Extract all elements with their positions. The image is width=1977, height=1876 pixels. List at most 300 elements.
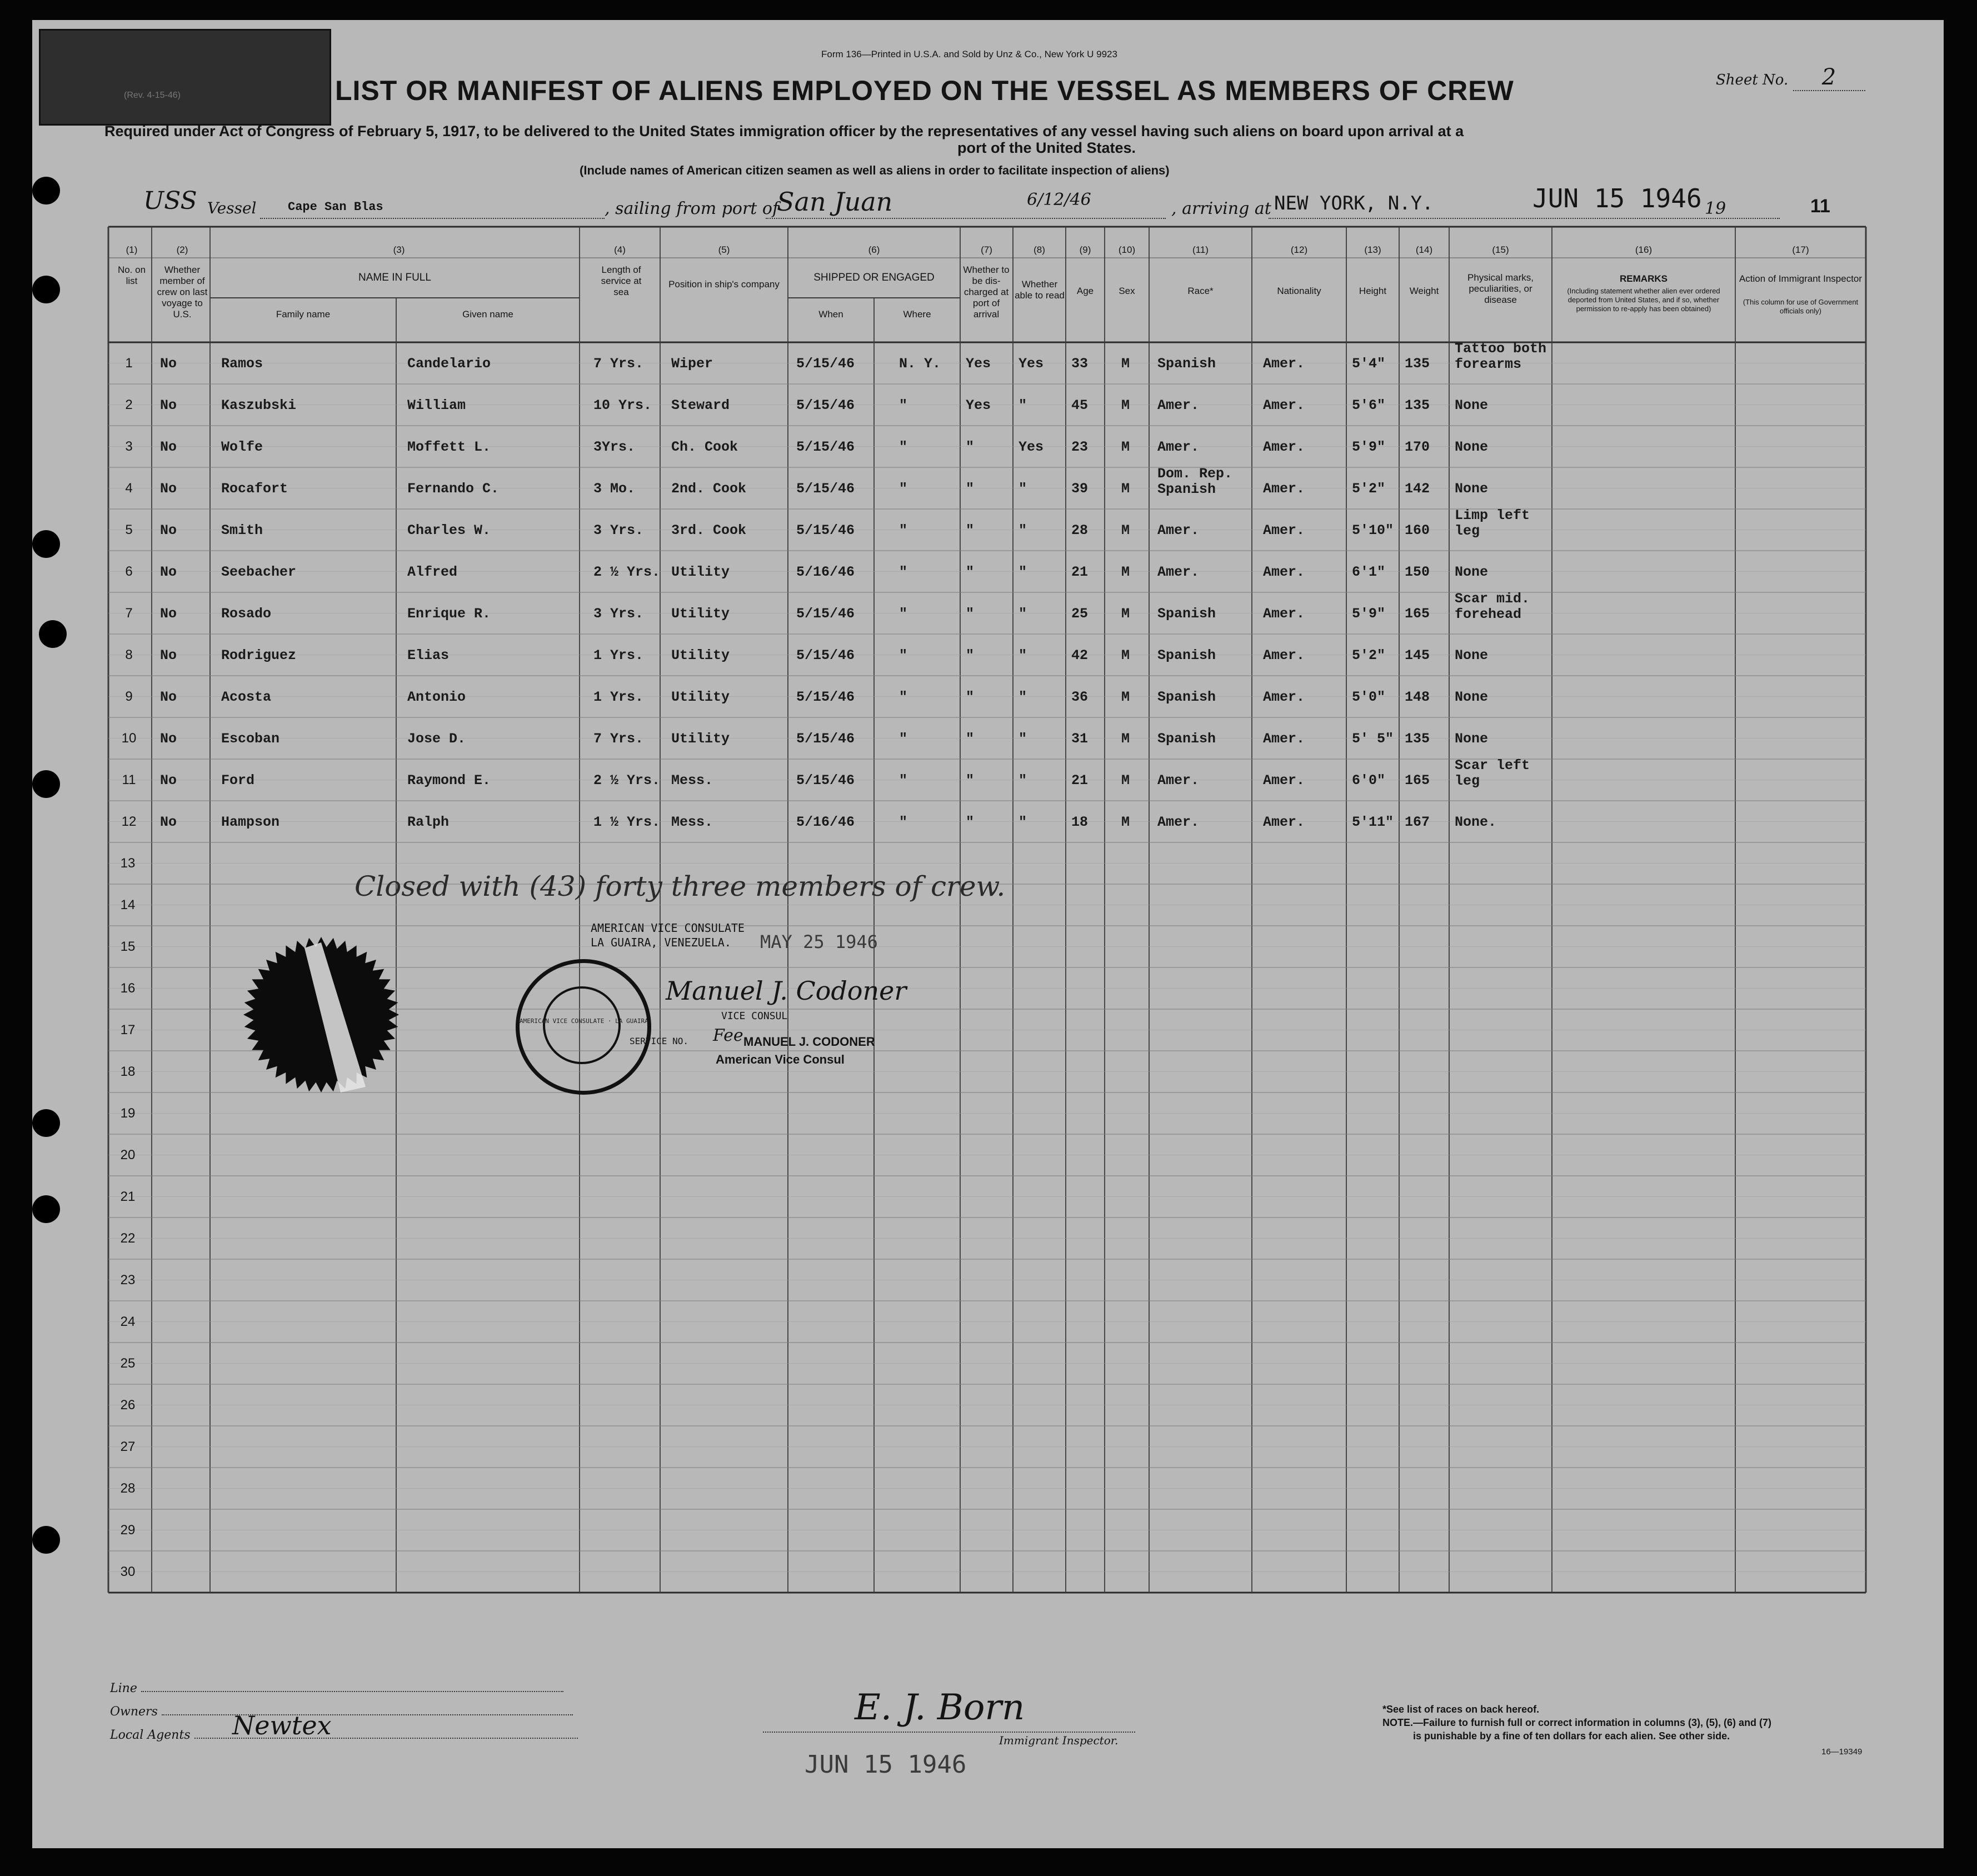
cell-read: " (1019, 564, 1027, 580)
cell-weight: 160 (1405, 522, 1430, 538)
header-family-name: Family name (276, 309, 331, 320)
cell-position: Mess. (671, 814, 713, 830)
cell-age: 36 (1071, 689, 1089, 705)
empty-row-number: 15 (120, 939, 136, 954)
cell-given: Enrique R. (407, 606, 491, 622)
cell-weight: 148 (1405, 689, 1430, 705)
cell-when: 5/15/46 (796, 731, 855, 747)
cell-family: Ramos (221, 356, 263, 372)
cell-crew: No (160, 647, 177, 663)
header-no-on-list: No. on list (117, 265, 146, 286)
cell-discharged: " (966, 689, 975, 705)
table-grid (32, 20, 1944, 1631)
cell-discharged: Yes (966, 397, 991, 413)
cell-crew: No (160, 522, 177, 538)
header-given-name: Given name (462, 309, 513, 320)
cell-race: Amer. (1157, 522, 1200, 538)
cell-discharged: " (966, 564, 975, 580)
include-line: (Include names of American citizen seamen as well as aliens in order to facilitate inspection of aliens) (580, 163, 1170, 177)
cell-n: 3 (125, 439, 133, 454)
cell-sex: M (1121, 564, 1130, 580)
header-nationality: Nationality (1277, 286, 1321, 296)
header-shipped-engaged: SHIPPED OR ENGAGED (813, 272, 935, 283)
header-physical-marks: Physical marks, peculiarities, or disease (1467, 272, 1534, 305)
cell-marks: None (1455, 397, 1489, 413)
header-weight: Weight (1409, 286, 1439, 296)
header-position: Position in ship's company (668, 279, 780, 290)
cell-weight: 135 (1405, 397, 1430, 413)
colnum-12: (12) (1290, 245, 1308, 255)
cell-discharged: " (966, 606, 975, 622)
cell-given: Candelario (407, 356, 491, 372)
colnum-6: (6) (868, 245, 880, 255)
consulate-circle-seal (516, 959, 651, 1095)
empty-row-number: 16 (120, 981, 136, 996)
page-code: 11 (1810, 196, 1830, 217)
cell-race: Amer. (1157, 397, 1200, 413)
vessel-name: Cape San Blas (288, 200, 383, 214)
cell-height: 5'9" (1352, 606, 1386, 622)
colnum-14: (14) (1415, 245, 1433, 255)
cell-marks: None (1455, 647, 1489, 663)
cell-family: Acosta (221, 689, 272, 705)
cell-race: Amer. (1157, 564, 1200, 580)
empty-row-number: 24 (120, 1314, 136, 1329)
empty-row-number: 25 (120, 1356, 136, 1371)
cell-family: Rodriguez (221, 647, 297, 663)
header-length-of-service: Length of service at sea (601, 265, 642, 297)
cell-race: Amer. (1157, 439, 1200, 455)
cell-given: Alfred (407, 564, 458, 580)
cell-discharged: " (966, 731, 975, 747)
cell-race: Amer. (1157, 772, 1200, 789)
header-race: Race* (1187, 286, 1214, 296)
colnum-4: (4) (614, 245, 626, 255)
cell-discharged: " (966, 772, 975, 789)
cell-position: Steward (671, 397, 730, 413)
colnum-15: (15) (1492, 245, 1509, 255)
manifest-title: LIST OR MANIFEST OF ALIENS EMPLOYED ON THE VESSEL AS MEMBERS OF CREW (335, 75, 1514, 106)
cell-n: 11 (122, 772, 136, 787)
note-line-1-text: —Failure to furnish full or correct information in columns (3), (5), (6) and (7) (1413, 1717, 1772, 1728)
cell-n: 1 (125, 356, 133, 371)
cell-family: Rosado (221, 606, 272, 622)
empty-row-number: 14 (120, 897, 136, 912)
cell-when: 5/15/46 (796, 522, 855, 538)
corner-rev-label: (Rev. 4-15-46) (124, 91, 181, 100)
cell-nationality: Amer. (1263, 647, 1305, 663)
cell-crew: No (160, 731, 177, 747)
cell-service: 7 Yrs. (593, 731, 644, 747)
vice-consul-title: VICE CONSUL (721, 1010, 788, 1022)
cell-weight: 165 (1405, 772, 1430, 789)
cell-nationality: Amer. (1263, 814, 1305, 830)
cell-read: Yes (1019, 439, 1044, 455)
cell-weight: 165 (1405, 606, 1430, 622)
consul-role: American Vice Consul (716, 1052, 845, 1066)
cell-height: 5'2" (1352, 647, 1386, 663)
cell-crew: No (160, 356, 177, 372)
cell-age: 25 (1071, 606, 1089, 622)
cell-position: Utility (671, 647, 730, 663)
cell-n: 7 (125, 606, 133, 621)
cell-discharged: " (966, 522, 975, 538)
colnum-2: (2) (176, 245, 188, 255)
header-inspector-sub: (This column for use of Government officials only) (1743, 298, 1859, 315)
cell-when: 5/15/46 (796, 606, 855, 622)
cell-sex: M (1121, 522, 1130, 538)
cell-service: 2 ½ Yrs. (593, 564, 661, 580)
cell-discharged: " (966, 439, 975, 455)
header-name-in-full: NAME IN FULL (358, 272, 431, 283)
sailing-port: San Juan (777, 187, 893, 217)
cell-marks: None (1455, 689, 1489, 705)
colnum-9: (9) (1079, 245, 1091, 255)
cell-sex: M (1121, 356, 1130, 372)
header-last-voyage: Whether member of crew on last voyage to U.S. (157, 265, 208, 320)
header-sex: Sex (1119, 286, 1135, 296)
cell-sex: M (1121, 731, 1130, 747)
cell-given: William (407, 397, 466, 413)
cell-crew: No (160, 481, 177, 497)
footer-date-stamp: JUN 15 1946 (805, 1750, 967, 1779)
cell-age: 28 (1071, 522, 1089, 538)
cell-age: 39 (1071, 481, 1089, 497)
cell-age: 45 (1071, 397, 1089, 413)
cell-given: Elias (407, 647, 450, 663)
cell-marks: None. (1455, 814, 1497, 830)
required-line-1: Required under Act of Congress of February 5, 1917, to be delivered to the United States immigration officer by the representatives of any vessel having such aliens on board upon arrival at a (104, 123, 1464, 139)
arriving-port: NEW YORK, N.Y. (1274, 192, 1434, 214)
sailing-date: 6/12/46 (1027, 190, 1091, 209)
cell-marks: None (1455, 439, 1489, 455)
cell-weight: 135 (1405, 356, 1430, 372)
cell-where: " (899, 606, 908, 622)
line-underline (141, 1691, 563, 1692)
cell-weight: 135 (1405, 731, 1430, 747)
cell-discharged: " (966, 481, 975, 497)
consulate-line-1: AMERICAN VICE CONSULATE (591, 921, 745, 935)
cell-position: Utility (671, 731, 730, 747)
colnum-10: (10) (1118, 245, 1136, 255)
inspector-label: Immigrant Inspector. (999, 1734, 1119, 1747)
cell-read: " (1019, 522, 1027, 538)
cell-age: 23 (1071, 439, 1089, 455)
cell-read: " (1019, 606, 1027, 622)
cell-family: Smith (221, 522, 263, 538)
cell-race: Spanish (1157, 689, 1216, 705)
header-inspector-action: Action of Immigrant Inspector (1739, 273, 1863, 284)
consul-name: MANUEL J. CODONER (743, 1035, 875, 1049)
cell-family: Hampson (221, 814, 280, 830)
header-age: Age (1076, 286, 1094, 296)
cell-sex: M (1121, 772, 1130, 789)
cell-service: 10 Yrs. (593, 397, 652, 413)
races-note: *See list of races on back hereof. (1382, 1704, 1540, 1715)
note-label: NOTE. (1382, 1717, 1414, 1728)
cell-position: Mess. (671, 772, 713, 789)
cell-nationality: Amer. (1263, 689, 1305, 705)
header-remarks: REMARKS (1620, 273, 1668, 284)
cell-given: Charles W. (407, 522, 491, 538)
cell-weight: 142 (1405, 481, 1430, 497)
cell-when: 5/16/46 (796, 814, 855, 830)
owners-label-text: Owners (110, 1705, 158, 1719)
cell-marks: Scar left leg (1455, 757, 1530, 789)
cell-where: " (899, 731, 908, 747)
cell-when: 5/15/46 (796, 689, 855, 705)
cell-read: " (1019, 481, 1027, 497)
cell-position: 3rd. Cook (671, 522, 747, 538)
cell-when: 5/15/46 (796, 481, 855, 497)
empty-row-number: 23 (120, 1273, 136, 1288)
cell-nationality: Amer. (1263, 772, 1305, 789)
cell-service: 1 Yrs. (593, 689, 644, 705)
cell-position: Utility (671, 606, 730, 622)
agents-label-text: Local Agents (110, 1728, 191, 1742)
cell-given: Fernando C. (407, 481, 500, 497)
header-discharged: Whether to be dis- charged at port of arrival (963, 265, 1010, 320)
cell-sex: M (1121, 439, 1130, 455)
cell-read: Yes (1019, 356, 1044, 372)
cell-when: 5/16/46 (796, 564, 855, 580)
cell-read: " (1019, 814, 1027, 830)
cell-service: 1 Yrs. (593, 647, 644, 663)
cell-where: " (899, 439, 908, 455)
cell-service: 7 Yrs. (593, 356, 644, 372)
arrival-date-stamp: JUN 15 1946 (1532, 183, 1702, 213)
closing-note: Closed with (43) forty three members of crew. (355, 870, 1006, 902)
cell-read: " (1019, 689, 1027, 705)
cell-n: 8 (125, 647, 133, 662)
cell-sex: M (1121, 481, 1130, 497)
cell-height: 5' 5" (1352, 731, 1394, 747)
sailing-label: , sailing from port of (605, 199, 779, 218)
cell-weight: 167 (1405, 814, 1430, 830)
cell-when: 5/15/46 (796, 772, 855, 789)
cell-marks: Scar mid. forehead (1455, 591, 1530, 622)
cell-n: 2 (125, 397, 133, 412)
cell-n: 6 (125, 564, 133, 579)
cell-where: " (899, 522, 908, 538)
cell-crew: No (160, 606, 177, 622)
cell-age: 21 (1071, 564, 1089, 580)
cell-marks: None (1455, 731, 1489, 747)
cell-height: 5'10" (1352, 522, 1394, 538)
cell-n: 9 (125, 689, 133, 704)
cell-weight: 145 (1405, 647, 1430, 663)
cell-service: 3 Yrs. (593, 606, 644, 622)
cell-given: Raymond E. (407, 772, 491, 789)
form-printer-line: Form 136—Printed in U.S.A. and Sold by Unz & Co., New York U 9923 (821, 49, 1117, 59)
cell-service: 1 ½ Yrs. (593, 814, 661, 830)
colnum-7: (7) (981, 245, 992, 255)
cell-weight: 170 (1405, 439, 1430, 455)
cell-nationality: Amer. (1263, 522, 1305, 538)
year-prefix: 19 (1705, 199, 1726, 218)
line-label (110, 1682, 563, 1695)
cell-race: Spanish (1157, 356, 1216, 372)
cell-discharged: Yes (966, 356, 991, 372)
cell-nationality: Amer. (1263, 564, 1305, 580)
vessel-prefix-handwritten: USS (143, 187, 197, 215)
arriving-label: , arriving at (1171, 199, 1271, 218)
cell-service: 2 ½ Yrs. (593, 772, 661, 789)
cell-sex: M (1121, 647, 1130, 663)
circle-seal-text: AMERICAN VICE CONSULATE · LA GUAIRA (520, 1017, 648, 1025)
header-where: Where (903, 309, 931, 320)
cell-marks: None (1455, 481, 1489, 497)
cell-height: 5'6" (1352, 397, 1386, 413)
empty-row-number: 30 (120, 1564, 136, 1579)
cell-when: 5/15/46 (796, 397, 855, 413)
empty-row-number: 27 (120, 1439, 136, 1454)
cell-where: " (899, 564, 908, 580)
cell-discharged: " (966, 647, 975, 663)
cell-n: 4 (125, 481, 133, 496)
consulate-date-stamp: MAY 25 1946 (760, 931, 878, 952)
cell-nationality: Amer. (1263, 481, 1305, 497)
service-no: SERVICE NO. (630, 1036, 688, 1046)
cell-given: Moffett L. (407, 439, 491, 455)
cell-marks: Tattoo both forearms (1455, 341, 1547, 372)
cell-age: 31 (1071, 731, 1089, 747)
cell-read: " (1019, 397, 1027, 413)
empty-row-number: 19 (120, 1106, 136, 1121)
cell-given: Ralph (407, 814, 450, 830)
fee-label: Fee (713, 1026, 743, 1045)
cell-when: 5/15/46 (796, 439, 855, 455)
header-when: When (818, 309, 843, 320)
cell-where: " (899, 689, 908, 705)
header-height: Height (1359, 286, 1387, 296)
cell-age: 18 (1071, 814, 1089, 830)
cell-read: " (1019, 647, 1027, 663)
colnum-5: (5) (718, 245, 730, 255)
colnum-16: (16) (1635, 245, 1653, 255)
colnum-1: (1) (126, 245, 138, 255)
cell-where: N. Y. (899, 356, 941, 372)
cell-nationality: Amer. (1263, 397, 1305, 413)
agents-label (110, 1728, 578, 1742)
cell-discharged: " (966, 814, 975, 830)
cell-height: 5'2" (1352, 481, 1386, 497)
notarial-seal (238, 931, 405, 1098)
empty-row-number: 22 (120, 1231, 136, 1246)
empty-row-number: 17 (120, 1022, 136, 1037)
cell-family: Escoban (221, 731, 280, 747)
inspector-underline (763, 1732, 1135, 1733)
form-code: 16—19349 (1821, 1747, 1863, 1757)
cell-crew: No (160, 564, 177, 580)
colnum-3: (3) (393, 245, 405, 255)
cell-crew: No (160, 689, 177, 705)
cell-nationality: Amer. (1263, 606, 1305, 622)
cell-where: " (899, 397, 908, 413)
header-able-to-read: Whether able to read (1015, 279, 1065, 301)
cell-age: 21 (1071, 772, 1089, 789)
inspector-signature: E. J. Born (855, 1687, 1025, 1728)
cell-read: " (1019, 731, 1027, 747)
cell-height: 6'1" (1352, 564, 1386, 580)
cell-height: 5'0" (1352, 689, 1386, 705)
colnum-17: (17) (1792, 245, 1809, 255)
agents-value: Newtex (232, 1710, 332, 1740)
consulate-line-2: LA GUAIRA, VENEZUELA. (591, 936, 731, 949)
cell-read: " (1019, 772, 1027, 789)
cell-race: Amer. (1157, 814, 1200, 830)
cell-crew: No (160, 772, 177, 789)
cell-marks: None (1455, 564, 1489, 580)
vessel-label: Vessel (207, 199, 257, 217)
cell-when: 5/15/46 (796, 647, 855, 663)
line-label-text: Line (110, 1682, 137, 1695)
cell-position: Utility (671, 564, 730, 580)
cell-position: Ch. Cook (671, 439, 738, 455)
cell-given: Jose D. (407, 731, 466, 747)
cell-weight: 150 (1405, 564, 1430, 580)
cell-where: " (899, 772, 908, 789)
empty-row-number: 28 (120, 1481, 136, 1496)
empty-row-number: 21 (120, 1189, 136, 1204)
cell-nationality: Amer. (1263, 356, 1305, 372)
cell-n: 12 (121, 814, 137, 829)
header-remarks-sub: (Including statement whether alien ever ordered deported from United States, and if so, whether permission to re-apply has been obtained) (1567, 287, 1720, 313)
colnum-8: (8) (1034, 245, 1045, 255)
cell-where: " (899, 814, 908, 830)
owners-underline (162, 1714, 573, 1715)
cell-family: Kaszubski (221, 397, 297, 413)
sheet-label: Sheet No. (1716, 72, 1789, 88)
cell-race: Spanish (1157, 731, 1216, 747)
owners-label (110, 1705, 573, 1719)
required-line-2: port of the United States. (957, 139, 1136, 156)
cell-race: Spanish (1157, 647, 1216, 663)
cell-family: Wolfe (221, 439, 263, 455)
empty-row-number: 26 (120, 1398, 136, 1413)
empty-row-number: 29 (120, 1523, 136, 1538)
cell-nationality: Amer. (1263, 731, 1305, 747)
cell-race: Spanish (1157, 606, 1216, 622)
cell-crew: No (160, 397, 177, 413)
cell-height: 5'9" (1352, 439, 1386, 455)
cell-sex: M (1121, 689, 1130, 705)
cell-family: Rocafort (221, 481, 288, 497)
cell-sex: M (1121, 814, 1130, 830)
cell-sex: M (1121, 606, 1130, 622)
cell-given: Antonio (407, 689, 466, 705)
colnum-11: (11) (1192, 245, 1209, 255)
cell-nationality: Amer. (1263, 439, 1305, 455)
cell-position: Wiper (671, 356, 713, 372)
note-line-1 (1382, 1717, 1771, 1729)
empty-row-number: 13 (120, 856, 136, 871)
cell-crew: No (160, 439, 177, 455)
cell-n: 5 (125, 522, 133, 537)
cell-when: 5/15/46 (796, 356, 855, 372)
manifest-sheet (32, 20, 1944, 1848)
cell-height: 5'4" (1352, 356, 1386, 372)
cell-service: 3 Yrs. (593, 522, 644, 538)
cell-sex: M (1121, 397, 1130, 413)
cell-crew: No (160, 814, 177, 830)
cell-service: 3Yrs. (593, 439, 636, 455)
cell-position: 2nd. Cook (671, 481, 747, 497)
empty-row-number: 20 (120, 1147, 136, 1162)
cell-where: " (899, 647, 908, 663)
cell-marks: Limp left leg (1455, 507, 1530, 539)
colnum-13: (13) (1364, 245, 1381, 255)
